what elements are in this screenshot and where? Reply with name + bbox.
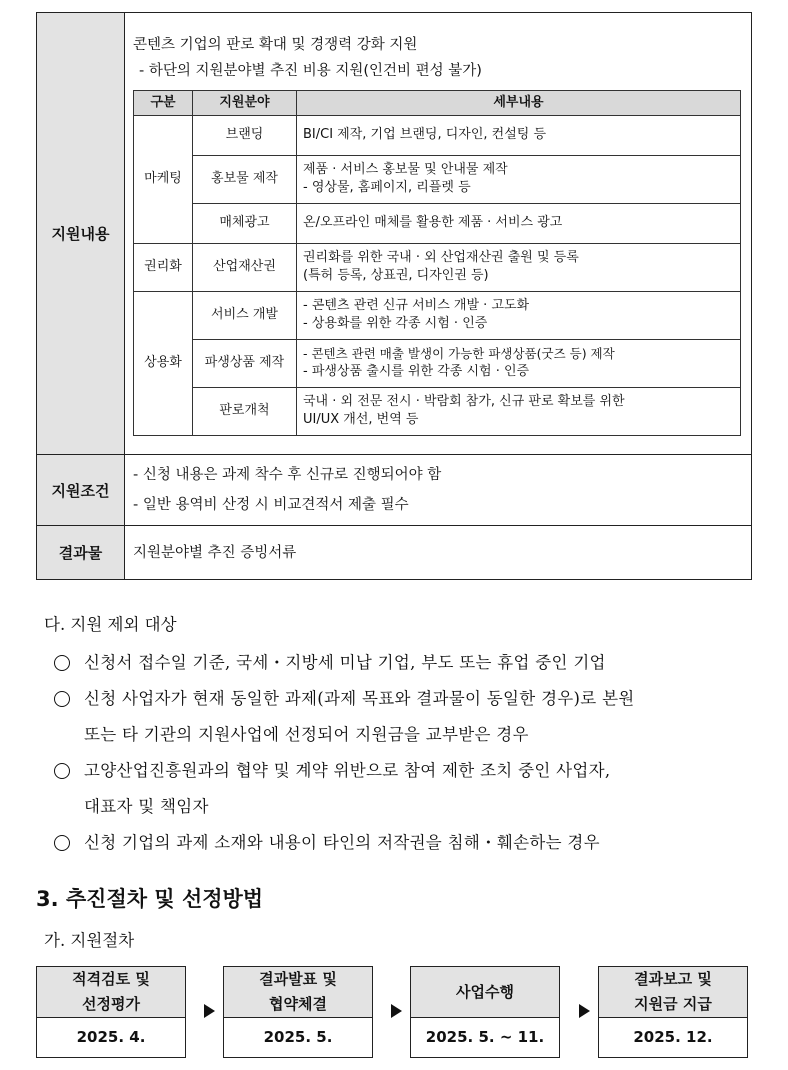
- step-title: 결과발표 및 협약체결: [224, 967, 372, 1018]
- support-content-cell: [125, 13, 752, 455]
- list-item: [38, 825, 768, 861]
- table-row: [134, 291, 741, 339]
- condition-line: - 일반 용역비 산정 시 비교견적서 제출 필수: [133, 497, 409, 513]
- detail-line: - 파생상품 출시를 위한 각종 시험 · 인증: [303, 364, 530, 379]
- detail-line: BI/CI 제작, 기업 브랜딩, 디자인, 컨설팅 등: [303, 127, 547, 142]
- detail-line: 국내 · 외 전문 전시 · 박람회 참가, 신규 판로 확보를 위한: [303, 394, 625, 409]
- table-row: [134, 155, 741, 203]
- detail-line: 권리화를 위한 국내 · 외 산업재산권 출원 및 등록: [303, 250, 579, 265]
- support-result-cell: 지원분야별 추진 증빙서류: [125, 526, 752, 580]
- support-intro: 콘텐츠 기업의 판로 확대 및 경쟁력 강화 지원: [133, 36, 418, 53]
- step-title: 결과보고 및 지원금 지급: [599, 967, 747, 1018]
- section-subtitle: 가. 지원절차: [44, 931, 135, 950]
- table-row: [134, 115, 741, 155]
- condition-line: - 신청 내용은 과제 착수 후 신규로 진행되어야 함: [133, 467, 442, 483]
- field-cell: 파생상품 제작: [193, 339, 297, 387]
- process-flow: [36, 966, 754, 1058]
- detail-line: - 콘텐츠 관련 매출 발생이 가능한 파생상품(굿즈 등) 제작: [303, 346, 615, 361]
- field-cell: 홍보물 제작: [193, 155, 297, 203]
- detail-cell: [297, 291, 741, 339]
- item-line: 고양산업진흥원과의 협약 및 계약 위반으로 참여 제한 조치 중인 사업자,: [84, 761, 611, 780]
- category-marketing: 마케팅: [134, 115, 193, 243]
- table-row: [134, 339, 741, 387]
- detail-line: - 영상물, 홈페이지, 리플렛 등: [303, 180, 471, 195]
- step-date: 2025. 4.: [76, 1028, 146, 1046]
- circle-bullet-icon: [54, 763, 70, 779]
- detail-line: - 상용화를 위한 각종 시험 · 인증: [303, 316, 488, 331]
- support-intro-sub: - 하단의 지원분야별 추진 비용 지원(인건비 편성 불가): [139, 62, 482, 79]
- item-line: 대표자 및 책임자: [84, 797, 209, 816]
- category-rights: 권리화: [134, 243, 193, 291]
- detail-cell: [297, 243, 741, 291]
- list-item: [38, 681, 768, 753]
- process-step: [598, 966, 748, 1058]
- exclusion-heading: 다. 지원 제외 대상: [44, 615, 177, 634]
- item-line: 또는 타 기관의 지원사업에 선정되어 지원금을 교부받은 경우: [84, 725, 529, 744]
- support-result-row: [37, 526, 752, 580]
- support-condition-label: 지원조건: [37, 455, 125, 526]
- table-row: [134, 387, 741, 435]
- step-date: 2025. 12.: [633, 1028, 713, 1046]
- support-field-header: [134, 90, 741, 115]
- field-cell: 매체광고: [193, 203, 297, 243]
- detail-cell: [297, 203, 741, 243]
- step-title: 적격검토 및 선정평가: [37, 967, 185, 1018]
- item-line: 신청 사업자가 현재 동일한 과제(과제 목표와 결과물이 동일한 경우)로 본원: [84, 689, 635, 708]
- detail-cell: [297, 387, 741, 435]
- field-cell: 브랜딩: [193, 115, 297, 155]
- circle-bullet-icon: [54, 835, 70, 851]
- support-content-label: 지원내용: [37, 13, 125, 455]
- support-table: [36, 12, 752, 580]
- support-result-label: 결과물: [37, 526, 125, 580]
- detail-line: - 콘텐츠 관련 신규 서비스 개발 · 고도화: [303, 298, 530, 313]
- circle-bullet-icon: [54, 655, 70, 671]
- arrow-right-icon: [579, 1004, 590, 1018]
- table-row: [134, 243, 741, 291]
- section-title: 3. 추진절차 및 선정방법: [36, 887, 264, 911]
- detail-cell: [297, 115, 741, 155]
- field-cell: 서비스 개발: [193, 291, 297, 339]
- field-cell: 판로개척: [193, 387, 297, 435]
- item-line: 신청 기업의 과제 소재와 내용이 타인의 저작권을 침해・훼손하는 경우: [84, 833, 600, 852]
- support-condition-cell: [125, 455, 752, 526]
- field-cell: 산업재산권: [193, 243, 297, 291]
- circle-bullet-icon: [54, 691, 70, 707]
- detail-cell: [297, 155, 741, 203]
- table-row: [134, 203, 741, 243]
- process-step: [410, 966, 560, 1058]
- header-detail: 세부내용: [297, 90, 741, 115]
- detail-line: 온/오프라인 매체를 활용한 제품 · 서비스 광고: [303, 215, 563, 230]
- header-category: 구분: [134, 90, 193, 115]
- category-commercial: 상용화: [134, 291, 193, 435]
- list-item: [38, 753, 768, 825]
- arrow-right-icon: [391, 1004, 402, 1018]
- process-step: [223, 966, 373, 1058]
- process-step: [36, 966, 186, 1058]
- arrow-right-icon: [204, 1004, 215, 1018]
- support-field-table: [133, 90, 741, 436]
- item-line: 신청서 접수일 기준, 국세・지방세 미납 기업, 부도 또는 휴업 중인 기업: [84, 653, 606, 672]
- support-condition-row: [37, 455, 752, 526]
- support-content-row: [37, 13, 752, 455]
- detail-cell: [297, 339, 741, 387]
- list-item: [38, 645, 768, 681]
- detail-line: 제품 · 서비스 홍보물 및 안내물 제작: [303, 162, 508, 177]
- exclusion-section: [38, 613, 768, 861]
- header-field: 지원분야: [193, 90, 297, 115]
- detail-line: (특허 등록, 상표권, 디자인권 등): [303, 268, 489, 283]
- step-title: 사업수행: [411, 967, 559, 1018]
- detail-line: UI/UX 개선, 번역 등: [303, 412, 419, 427]
- step-date: 2025. 5. ~ 11.: [425, 1028, 545, 1046]
- step-date: 2025. 5.: [263, 1028, 333, 1046]
